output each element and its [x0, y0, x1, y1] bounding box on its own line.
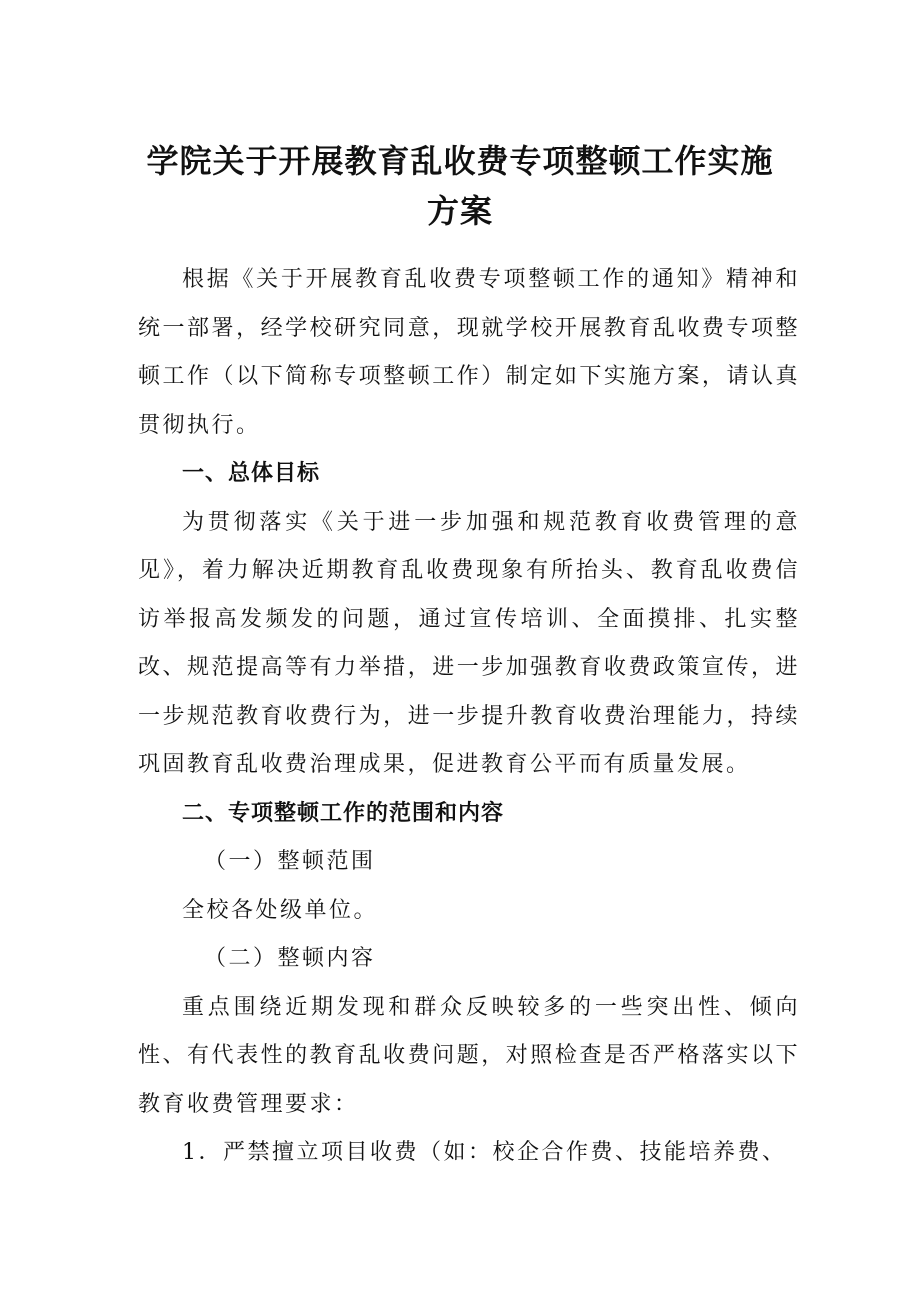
- document-title-line1: 学院关于开展教育乱收费专项整顿工作实施: [146, 142, 774, 180]
- document-title-line2: 方案: [426, 192, 493, 230]
- section-heading-2: 二、专项整顿工作的范围和内容: [182, 800, 505, 826]
- document-body: [138, 256, 800, 1178]
- goal-paragraph: 为贯彻落实《关于进一步加强和规范教育收费管理的意见》，着力解决近期教育乱收费现象有所抬头、教育乱收费信访举报高发频发的问题，通过宣传培训、全面摸排、扎实整改、规范提高等有力举措，进一步加强教育收费政策宣传，进一步规范教育收费行为，进一步提升教育收费治理能力，持续巩固教育乱收费治理成果，促进教育公平而有质量发展。: [138, 509, 800, 777]
- section-heading-1: 一、总体目标: [182, 461, 321, 486]
- list-item-1: 1．严禁擅立项目收费（如：校企合作费、技能培养费、: [182, 1140, 787, 1165]
- content-paragraph: 重点围绕近期发现和群众反映较多的一些突出性、倾向性、有代表性的教育乱收费问题，对照检查是否严格落实以下教育收费管理要求：: [138, 994, 800, 1117]
- subheading-scope: （一）整顿范围: [204, 849, 376, 874]
- subheading-content: （二）整顿内容: [204, 946, 376, 971]
- scope-paragraph: 全校各处级单位。: [182, 897, 379, 923]
- intro-paragraph: 根据《关于开展教育乱收费专项整顿工作的通知》精神和统一部署，经学校研究同意，现就学校开展教育乱收费专项整顿工作（以下简称专项整顿工作）制定如下实施方案，请认真贯彻执行。: [138, 267, 800, 438]
